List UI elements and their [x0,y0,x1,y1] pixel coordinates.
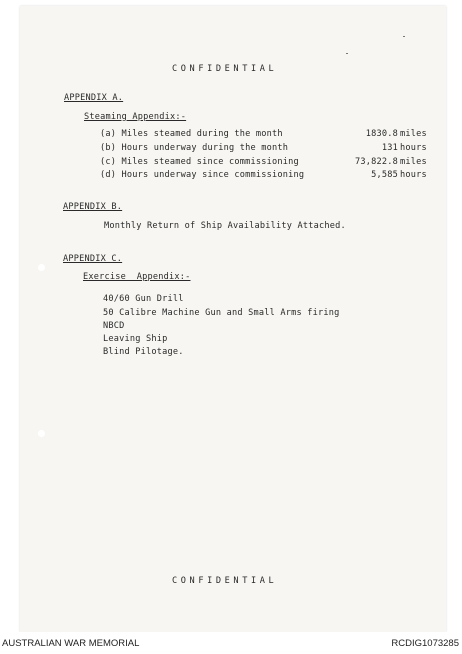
punch-hole [38,430,45,437]
archive-item-id: RCDIG1073285 [391,638,459,649]
punch-hole [38,264,45,271]
row-b-unit: hours [400,143,427,153]
archive-credit-bar [0,632,462,654]
row-d-unit: hours [400,170,427,180]
appendix-c-subtitle: Exercise Appendix:- [83,272,191,282]
page-footer-mark: CONFIDENTIAL [172,576,278,586]
appendix-b-title: APPENDIX B. [63,202,123,212]
exercise-item: Blind Pilotage. [103,347,184,357]
exercise-item: 50 Calibre Machine Gun and Small Arms firing [103,308,340,318]
document-page [20,6,446,632]
paper-mark [346,53,348,54]
row-b-value: 131 [381,143,398,153]
row-a-value: 1830.8 [365,129,398,139]
exercise-item: 40/60 Gun Drill [103,294,184,304]
row-d-label: (d) Hours underway since commissioning [100,170,305,180]
row-a-unit: miles [400,129,427,139]
row-b-label: (b) Hours underway during the month [100,143,289,153]
row-c-value: 73,822.8 [355,157,398,167]
appendix-b-text: Monthly Return of Ship Availability Attached. [104,221,346,231]
row-a-label: (a) Miles steamed during the month [100,129,283,139]
appendix-a-subtitle: Steaming Appendix:- [84,112,187,122]
exercise-item: Leaving Ship [103,334,168,344]
paper-mark [403,36,405,37]
row-c-unit: miles [400,157,427,167]
appendix-c-title: APPENDIX C. [63,254,123,264]
page-header: CONFIDENTIAL [172,64,278,74]
appendix-a-title: APPENDIX A. [64,93,124,103]
exercise-item: NBCD [103,321,125,331]
archive-name: AUSTRALIAN WAR MEMORIAL [2,638,140,649]
row-d-value: 5,585 [371,170,398,180]
row-c-label: (c) Miles steamed since commissioning [100,157,299,167]
